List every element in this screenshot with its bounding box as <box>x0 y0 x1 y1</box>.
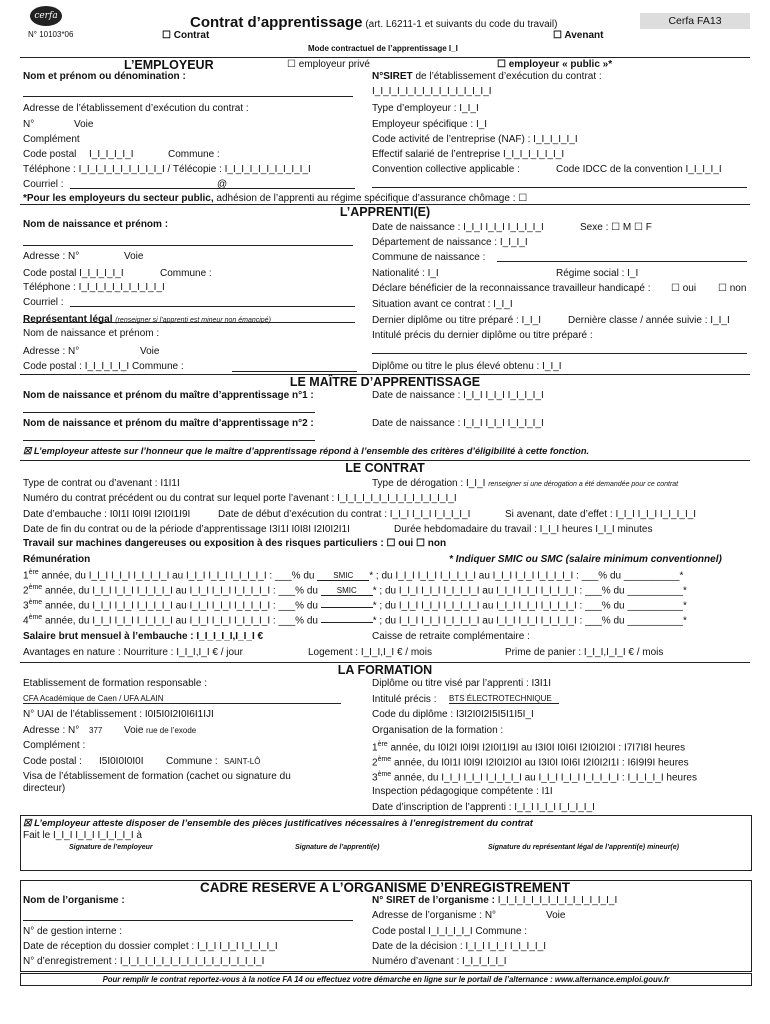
gestion-interne: N° de gestion interne : <box>23 926 123 937</box>
type-employeur[interactable]: Type d’employeur : I_I_I <box>372 103 479 114</box>
formation-annee-3[interactable]: 3ème année, du I_I_I I_I_I I_I_I_I_I au I_I_I I_I_I I_I_I_I_I : I_I_I_I_I heures <box>372 771 697 784</box>
apprenti-nationalite[interactable]: Nationalité : I_I <box>372 268 439 279</box>
formation-cp-label: Code postal : <box>23 756 82 767</box>
maitre1-naissance[interactable]: Date de naissance : I_I_I I_I_I I_I_I_I_I <box>372 390 544 401</box>
employeur-commune: Commune : <box>168 149 220 160</box>
rep-adresse: Adresse : N° <box>23 346 80 357</box>
apprenti-courriel: Courriel : <box>23 297 64 308</box>
remuneration-row[interactable]: 4ème année, du I_I_I I_I_I I_I_I_I_I au I_I_I I_I_I I_I_I_I_I : ___% du * ; du I_I_I I_I_I I_I_I_I_I au I_I_I I_I_I I_I_I_I_I : ___% du __________* <box>23 614 687 627</box>
adresse-label: Adresse de l’établissement d’exécution du contrat : <box>23 103 249 114</box>
organisation-label: Organisation de la formation : <box>372 725 504 736</box>
apprenti-nom-label: Nom de naissance et prénom : <box>23 219 169 230</box>
section-employeur: L’EMPLOYEUR <box>20 57 750 71</box>
date-inscription[interactable]: Date d’inscription de l’apprenti : I_I_I I_I_I I_I_I_I_I <box>372 802 595 813</box>
formation-no-value[interactable]: 377 <box>89 726 103 735</box>
apprenti-regime[interactable]: Régime social : I_I <box>556 268 639 279</box>
doc-number: N° 10103*06 <box>28 30 74 39</box>
organisme-voie: Voie <box>546 910 566 921</box>
apprenti-commune: Commune : <box>160 268 212 279</box>
avenant-checkbox[interactable]: ☐ Avenant <box>553 30 604 41</box>
formation-commune-value[interactable]: SAINT-LÔ <box>224 757 261 766</box>
avantages-logement[interactable]: Logement : I_I_I,I_I € / mois <box>308 647 432 658</box>
commune-naissance-field[interactable] <box>497 261 747 262</box>
date-fin[interactable]: Date de fin du contrat ou de la période d’apprentissage I3I1I I0I8I I2I0I2I1I <box>23 524 350 535</box>
pieces-attestation[interactable]: ☒ L’employeur atteste disposer de l’ensemble des pièces justificatives nécessaires à l’enregistrement du contrat <box>23 818 533 829</box>
duree-hebdo[interactable]: Durée hebdomadaire du travail : I_I_I heures I_I_I minutes <box>394 524 653 535</box>
apprenti-adresse: Adresse : N° <box>23 251 80 262</box>
intitule-precis-value[interactable]: BTS ÉLECTROTECHNIQUE <box>449 694 559 704</box>
apprenti-cp[interactable]: Code postal I_I_I_I_I_I <box>23 268 124 279</box>
representant-legal: Représentant légal (renseigner si l’apprenti est mineur non émancipé) <box>23 314 271 325</box>
formation-complement: Complément : <box>23 740 86 751</box>
mode-contractuel: Mode contractuel de l’apprentissage I_I <box>308 44 458 53</box>
situation-avant[interactable]: Situation avant ce contrat : I_I_I <box>372 299 513 310</box>
rep-nom: Nom de naissance et prénom : <box>23 328 160 339</box>
code-diplome[interactable]: Code du diplôme : I3I2I0I2I5I5I1I5I_I <box>372 709 534 720</box>
employeur-nom-label: Nom et prénom ou dénomination : <box>23 71 186 82</box>
maitre-attestation[interactable]: ☒ L’employeur atteste sur l’honneur que le maître d’apprentissage répond à l’ensemble des critères d’éligibilité à cette fonction. <box>23 446 590 456</box>
section-contrat: LE CONTRAT <box>20 460 750 474</box>
section-maitre: LE MAÎTRE D’APPRENTISSAGE <box>20 374 750 388</box>
courriel-field[interactable] <box>70 188 355 189</box>
derniere-classe[interactable]: Dernière classe / année suivie : I_I_I <box>568 315 730 326</box>
machines-dangereuses[interactable]: Travail sur machines dangereuses ou exposition à des risques particuliers : ☐ oui ☐ non <box>23 538 447 549</box>
formation-adresse: Adresse : N° <box>23 725 80 736</box>
etablissement-label: Etablissement de formation responsable : <box>23 678 207 689</box>
formation-cp-value[interactable]: I5I0I0I0I0I <box>99 756 144 767</box>
employeur-voie-label: Voie <box>74 119 94 130</box>
visa-etablissement: Visa de l’établissement de formation (cachet ou signature du directeur) <box>23 771 291 794</box>
handicap-oui[interactable]: ☐ oui <box>671 283 697 294</box>
handicap-label: Déclare bénéficier de la reconnaissance travailleur handicapé : <box>372 283 651 294</box>
date-reception[interactable]: Date de réception du dossier complet : I_I_I I_I_I I_I_I_I_I <box>23 941 278 952</box>
formation-voie: Voie <box>124 725 144 736</box>
intitule-field[interactable] <box>372 353 747 354</box>
prime-panier[interactable]: Prime de panier : I_I_I,I_I_I € / mois <box>505 647 664 658</box>
apprenti-commune-naissance: Commune de naissance : <box>372 252 486 263</box>
intitule-precis-label: Intitulé précis : <box>372 694 437 705</box>
organisme-nom-field[interactable] <box>23 920 353 921</box>
employeur-courriel: Courriel : <box>23 179 64 190</box>
smic-note: * Indiquer SMIC ou SMC (salaire minimum conventionnel) <box>449 554 722 565</box>
rep-divider <box>23 322 355 323</box>
formation-annee-1[interactable]: 1ère année, du I0I2I I0I9I I2I0I1I9I au I3I0I I0I6I I2I0I2I0I : I7I7I8I heures <box>372 741 686 754</box>
apprenti-nom-field[interactable] <box>23 245 353 246</box>
siret-field[interactable]: I_I_I_I_I_I_I_I_I_I_I_I_I_I_I <box>372 86 492 97</box>
organisme-siret[interactable]: N° SIRET de l’organisme : I_I_I_I_I_I_I_I_I_I_I_I_I_I_I <box>372 895 618 906</box>
remuneration-row[interactable]: 2ème année, du I_I_I I_I_I I_I_I_I_I au I_I_I I_I_I I_I_I_I_I : ___% du SMIC * ; du I_I_I I_I_I I_I_I_I_I au I_I_I I_I_I I_I_I_I_I : ___% du __________* <box>23 584 687 597</box>
numero-contrat[interactable]: Numéro du contrat précédent ou du contrat sur lequel porte l’avenant : I_I_I_I_I_I_I_I_I_I_I_I_I_I_I <box>23 493 457 504</box>
section-cadre: CADRE RESERVE A L’ORGANISME D’ENREGISTREMENT <box>199 880 571 895</box>
code-naf[interactable]: Code activité de l’entreprise (NAF) : I_I_I_I_I_I <box>372 134 578 145</box>
employeur-specifique[interactable]: Employeur spécifique : I_I <box>372 119 488 130</box>
organisme-nom-label: Nom de l’organisme : <box>23 895 125 906</box>
footer-note: Pour remplir le contrat reportez-vous à la notice FA 14 ou effectuez votre démarche en ligne sur le portail de l’alternance : www.alternance.emploi.gouv.fr <box>20 973 752 986</box>
code-idcc[interactable]: Code IDCC de la convention I_I_I_I_I <box>556 164 722 175</box>
rep-cp[interactable]: Code postal : I_I_I_I_I_I Commune : <box>23 361 184 372</box>
dernier-diplome[interactable]: Dernier diplôme ou titre préparé : I_I_I <box>372 315 541 326</box>
apprenti-voie: Voie <box>124 251 144 262</box>
employeur-no-label: N° <box>23 119 35 130</box>
date-decision[interactable]: Date de la décision : I_I_I I_I_I I_I_I_I_I <box>372 941 546 952</box>
employeur-telephone[interactable]: Téléphone : I_I_I_I_I_I_I_I_I_I_I / Télécopie : I_I_I_I_I_I_I_I_I_I_I <box>23 164 311 175</box>
numero-uai[interactable]: N° UAI de l’établissement : I0I5I0I2I0I6I1IJI <box>23 709 214 720</box>
intitule-dernier: Intitulé précis du dernier diplôme ou titre préparé : <box>372 330 593 341</box>
employeur-cp-label: Code postal <box>23 149 77 160</box>
type-derogation[interactable]: Type de dérogation : I_I_I renseigner si une dérogation a été demandée pour ce contrat <box>372 478 679 489</box>
organisme-adresse: Adresse de l’organisme : N° <box>372 910 497 921</box>
maitre2-naissance[interactable]: Date de naissance : I_I_I I_I_I I_I_I_I_I <box>372 418 544 429</box>
courriel-at: @ <box>217 179 228 190</box>
effectif[interactable]: Effectif salarié de l’entreprise I_I_I_I_I_I_I_I <box>372 149 565 160</box>
siret-label: N°SIRET de l’établissement d’exécution du contrat : <box>372 71 602 82</box>
formation-voie-value[interactable]: rue de l’exode <box>146 726 197 735</box>
organisme-cp[interactable]: Code postal I_I_I_I_I_I Commune : <box>372 926 528 937</box>
apprenti-sexe[interactable]: Sexe : ☐ M ☐ F <box>580 222 652 233</box>
employeur-cp-field[interactable]: I_I_I_I_I_I <box>89 149 134 160</box>
maitre2-label: Nom de naissance et prénom du maître d’apprentissage n°2 : <box>23 418 314 429</box>
fait-le[interactable]: Fait le I_I_I I_I_I I_I_I_I_I à <box>23 830 142 841</box>
convention-field[interactable] <box>372 187 747 188</box>
maitre1-field[interactable] <box>23 412 315 413</box>
section-formation: LA FORMATION <box>20 662 750 676</box>
cerfa-badge: Cerfa FA13 <box>640 13 750 29</box>
maitre1-label: Nom de naissance et prénom du maître d’apprentissage n°1 : <box>23 390 314 401</box>
section-apprenti: L’APPRENTI(E) <box>20 204 750 218</box>
employeur-prive-checkbox[interactable]: ☐ employeur privé <box>287 59 370 70</box>
remuneration-row[interactable]: 3ème année, du I_I_I I_I_I I_I_I_I_I au I_I_I I_I_I I_I_I_I_I : ___% du * ; du I_I_I I_I_I I_I_I_I_I au I_I_I I_I_I I_I_I_I_I : ___% du __________* <box>23 599 687 612</box>
remuneration-row[interactable]: 1ère année, du I_I_I I_I_I I_I_I_I_I au I_I_I I_I_I I_I_I_I_I : ___% du SMIC * ; du I_I_I I_I_I I_I_I_I_I au I_I_I I_I_I I_I_I_I_I : ___% du __________* <box>23 569 684 582</box>
employeur-nom-field[interactable] <box>23 96 353 97</box>
public-note: *Pour les employeurs du secteur public, adhésion de l’apprenti au régime spécifique d’assurance chômage : ☐ <box>23 193 528 204</box>
maitre2-field[interactable] <box>23 440 315 441</box>
employeur-public-checkbox[interactable]: ☐ employeur « public »* <box>497 59 613 70</box>
date-embauche[interactable]: Date d’embauche : I0I1I I0I9I I2I0I1I9I <box>23 509 191 520</box>
apprenti-courriel-field[interactable] <box>70 306 355 307</box>
cerfa-logo: cerfa <box>30 6 62 26</box>
employeur-complement: Complément <box>23 134 80 145</box>
page-title: Contrat d’apprentissage (art. L6211-1 et suivants du code du travail) <box>190 14 558 31</box>
handicap-non[interactable]: ☐ non <box>718 283 747 294</box>
avantages-nourriture[interactable]: Avantages en nature : Nourriture : I_I_I,I_I € / jour <box>23 647 243 658</box>
rep-commune-field[interactable] <box>232 371 357 372</box>
formation-annee-2[interactable]: 2ème année, du I0I1I I0I9I I2I0I2I0I au I3I0I I0I6I I2I0I2I1I : I6I9I9I heures <box>372 756 689 769</box>
apprenti-naissance[interactable]: Date de naissance : I_I_I I_I_I I_I_I_I_I <box>372 222 544 233</box>
convention-label: Convention collective applicable : <box>372 164 520 175</box>
apprenti-departement[interactable]: Département de naissance : I_I_I_I <box>372 237 528 248</box>
type-contrat[interactable]: Type de contrat ou d’avenant : I1I1I <box>23 478 180 489</box>
caisse-retraite: Caisse de retraite complémentaire : <box>372 631 530 642</box>
signature-representant[interactable]: Signature du représentant légal de l’apprenti(e) mineur(e) <box>488 844 679 851</box>
numero-avenant[interactable]: Numéro d’avenant : I_I_I_I_I_I <box>372 956 507 967</box>
rep-voie: Voie <box>140 346 160 357</box>
signature-apprenti[interactable]: Signature de l’apprenti(e) <box>295 844 380 851</box>
numero-enregistrement[interactable]: N° d’enregistrement : I_I_I_I_I_I_I_I_I_I_I_I_I_I_I_I_I_I <box>23 956 265 967</box>
diplome-vise[interactable]: Diplôme ou titre visé par l’apprenti : I3I1I <box>372 678 551 689</box>
date-effet-avenant[interactable]: Si avenant, date d’effet : I_I_I I_I_I I_I_I_I_I <box>505 509 697 520</box>
apprenti-telephone[interactable]: Téléphone : I_I_I_I_I_I_I_I_I_I_I <box>23 282 165 293</box>
date-debut[interactable]: Date de début d’exécution du contrat : I_I_I I_I_I I_I_I_I_I <box>218 509 471 520</box>
remuneration-label: Rémunération <box>23 554 91 565</box>
inspection-pedagogique[interactable]: Inspection pédagogique compétente : I1I <box>372 786 553 797</box>
formation-commune-label: Commune : <box>166 756 218 767</box>
signature-employeur[interactable]: Signature de l’employeur <box>69 844 153 851</box>
salaire-brut[interactable]: Salaire brut mensuel à l’embauche : I_I_I_I_I,I_I_I € <box>23 631 264 642</box>
contrat-checkbox[interactable]: ☐ Contrat <box>162 30 210 41</box>
etablissement-field <box>23 703 341 704</box>
diplome-plus-eleve[interactable]: Diplôme ou titre le plus élevé obtenu : I_I_I <box>372 361 562 372</box>
etablissement-value[interactable]: CFA Académique de Caen / UFA ALAIN <box>23 694 164 703</box>
